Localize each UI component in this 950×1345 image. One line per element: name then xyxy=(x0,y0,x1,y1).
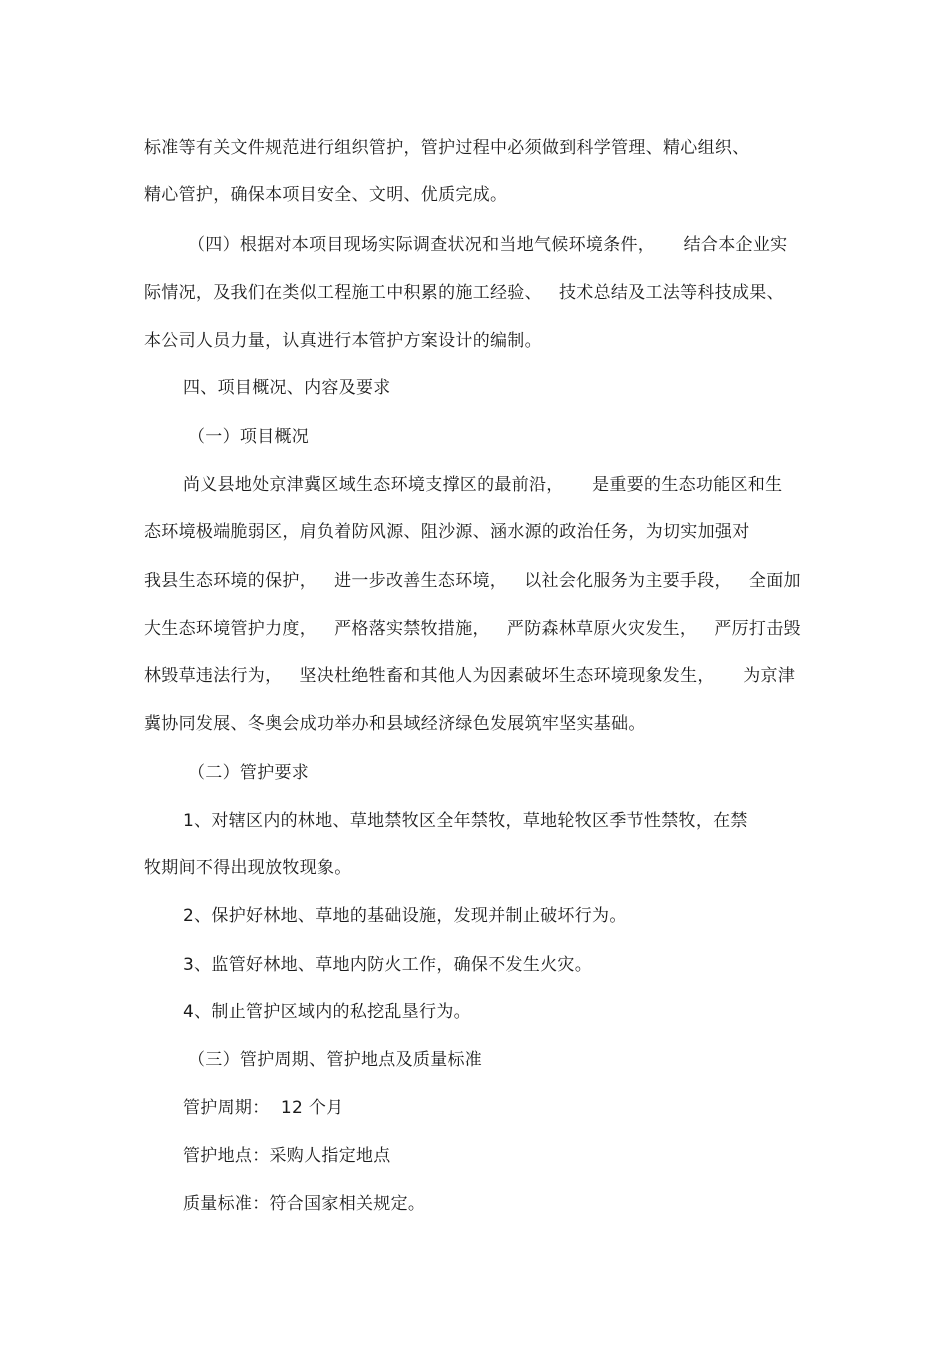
info-line: 质量标准：符合国家相关规定。 xyxy=(183,1194,426,1214)
info-line: 管护地点：采购人指定地点 xyxy=(183,1146,391,1166)
paragraph-line: 际情况，及我们在类似工程施工中积累的施工经验、 技术总结及工法等科技成果、 xyxy=(144,283,784,303)
paragraph-line: 标准等有关文件规范进行组织管护，管护过程中必须做到科学管理、精心组织、 xyxy=(144,138,750,158)
paragraph-line: 尚义县地处京津冀区域生态环境支撑区的最前沿， 是重要的生态功能区和生 xyxy=(183,475,783,495)
subsection-heading: （三）管护周期、管护地点及质量标准 xyxy=(188,1050,483,1070)
paragraph-line: 大生态环境管护力度， 严格落实禁牧措施， 严防森林草原火灾发生， 严厉打击毁 xyxy=(144,619,801,639)
list-item: 4、制止管护区域内的私挖乱垦行为。 xyxy=(183,1002,471,1022)
subsection-heading: （一）项目概况 xyxy=(188,427,310,447)
list-item: 3、监管好林地、草地内防火工作，确保不发生火灾。 xyxy=(183,955,593,975)
paragraph-line: 牧期间不得出现放牧现象。 xyxy=(144,858,352,878)
list-item: 2、保护好林地、草地的基础设施，发现并制止破坏行为。 xyxy=(183,906,627,926)
paragraph-line: 态环境极端脆弱区，肩负着防风源、阻沙源、涵水源的政治任务，为切实加强对 xyxy=(144,522,750,542)
paragraph-line: 冀协同发展、冬奥会成功举办和县域经济绿色发展筑牢坚实基础。 xyxy=(144,714,646,734)
info-line: 管护周期： 12 个月 xyxy=(183,1098,344,1118)
section-heading: 四、项目概况、内容及要求 xyxy=(183,378,391,398)
paragraph-line: 精心管护，确保本项目安全、文明、优质完成。 xyxy=(144,185,508,205)
paragraph-line: 我县生态环境的保护， 进一步改善生态环境， 以社会化服务为主要手段， 全面加 xyxy=(144,571,801,591)
paragraph-line: （四）根据对本项目现场实际调查状况和当地气候环境条件， 结合本企业实 xyxy=(188,235,788,255)
paragraph-line: 林毁草违法行为， 坚决杜绝牲畜和其他人为因素破坏生态环境现象发生， 为京津 xyxy=(144,666,796,686)
paragraph-line: 本公司人员力量，认真进行本管护方案设计的编制。 xyxy=(144,331,542,351)
subsection-heading: （二）管护要求 xyxy=(188,763,310,783)
list-item: 1、对辖区内的林地、草地禁牧区全年禁牧，草地轮牧区季节性禁牧，在禁 xyxy=(183,811,748,831)
